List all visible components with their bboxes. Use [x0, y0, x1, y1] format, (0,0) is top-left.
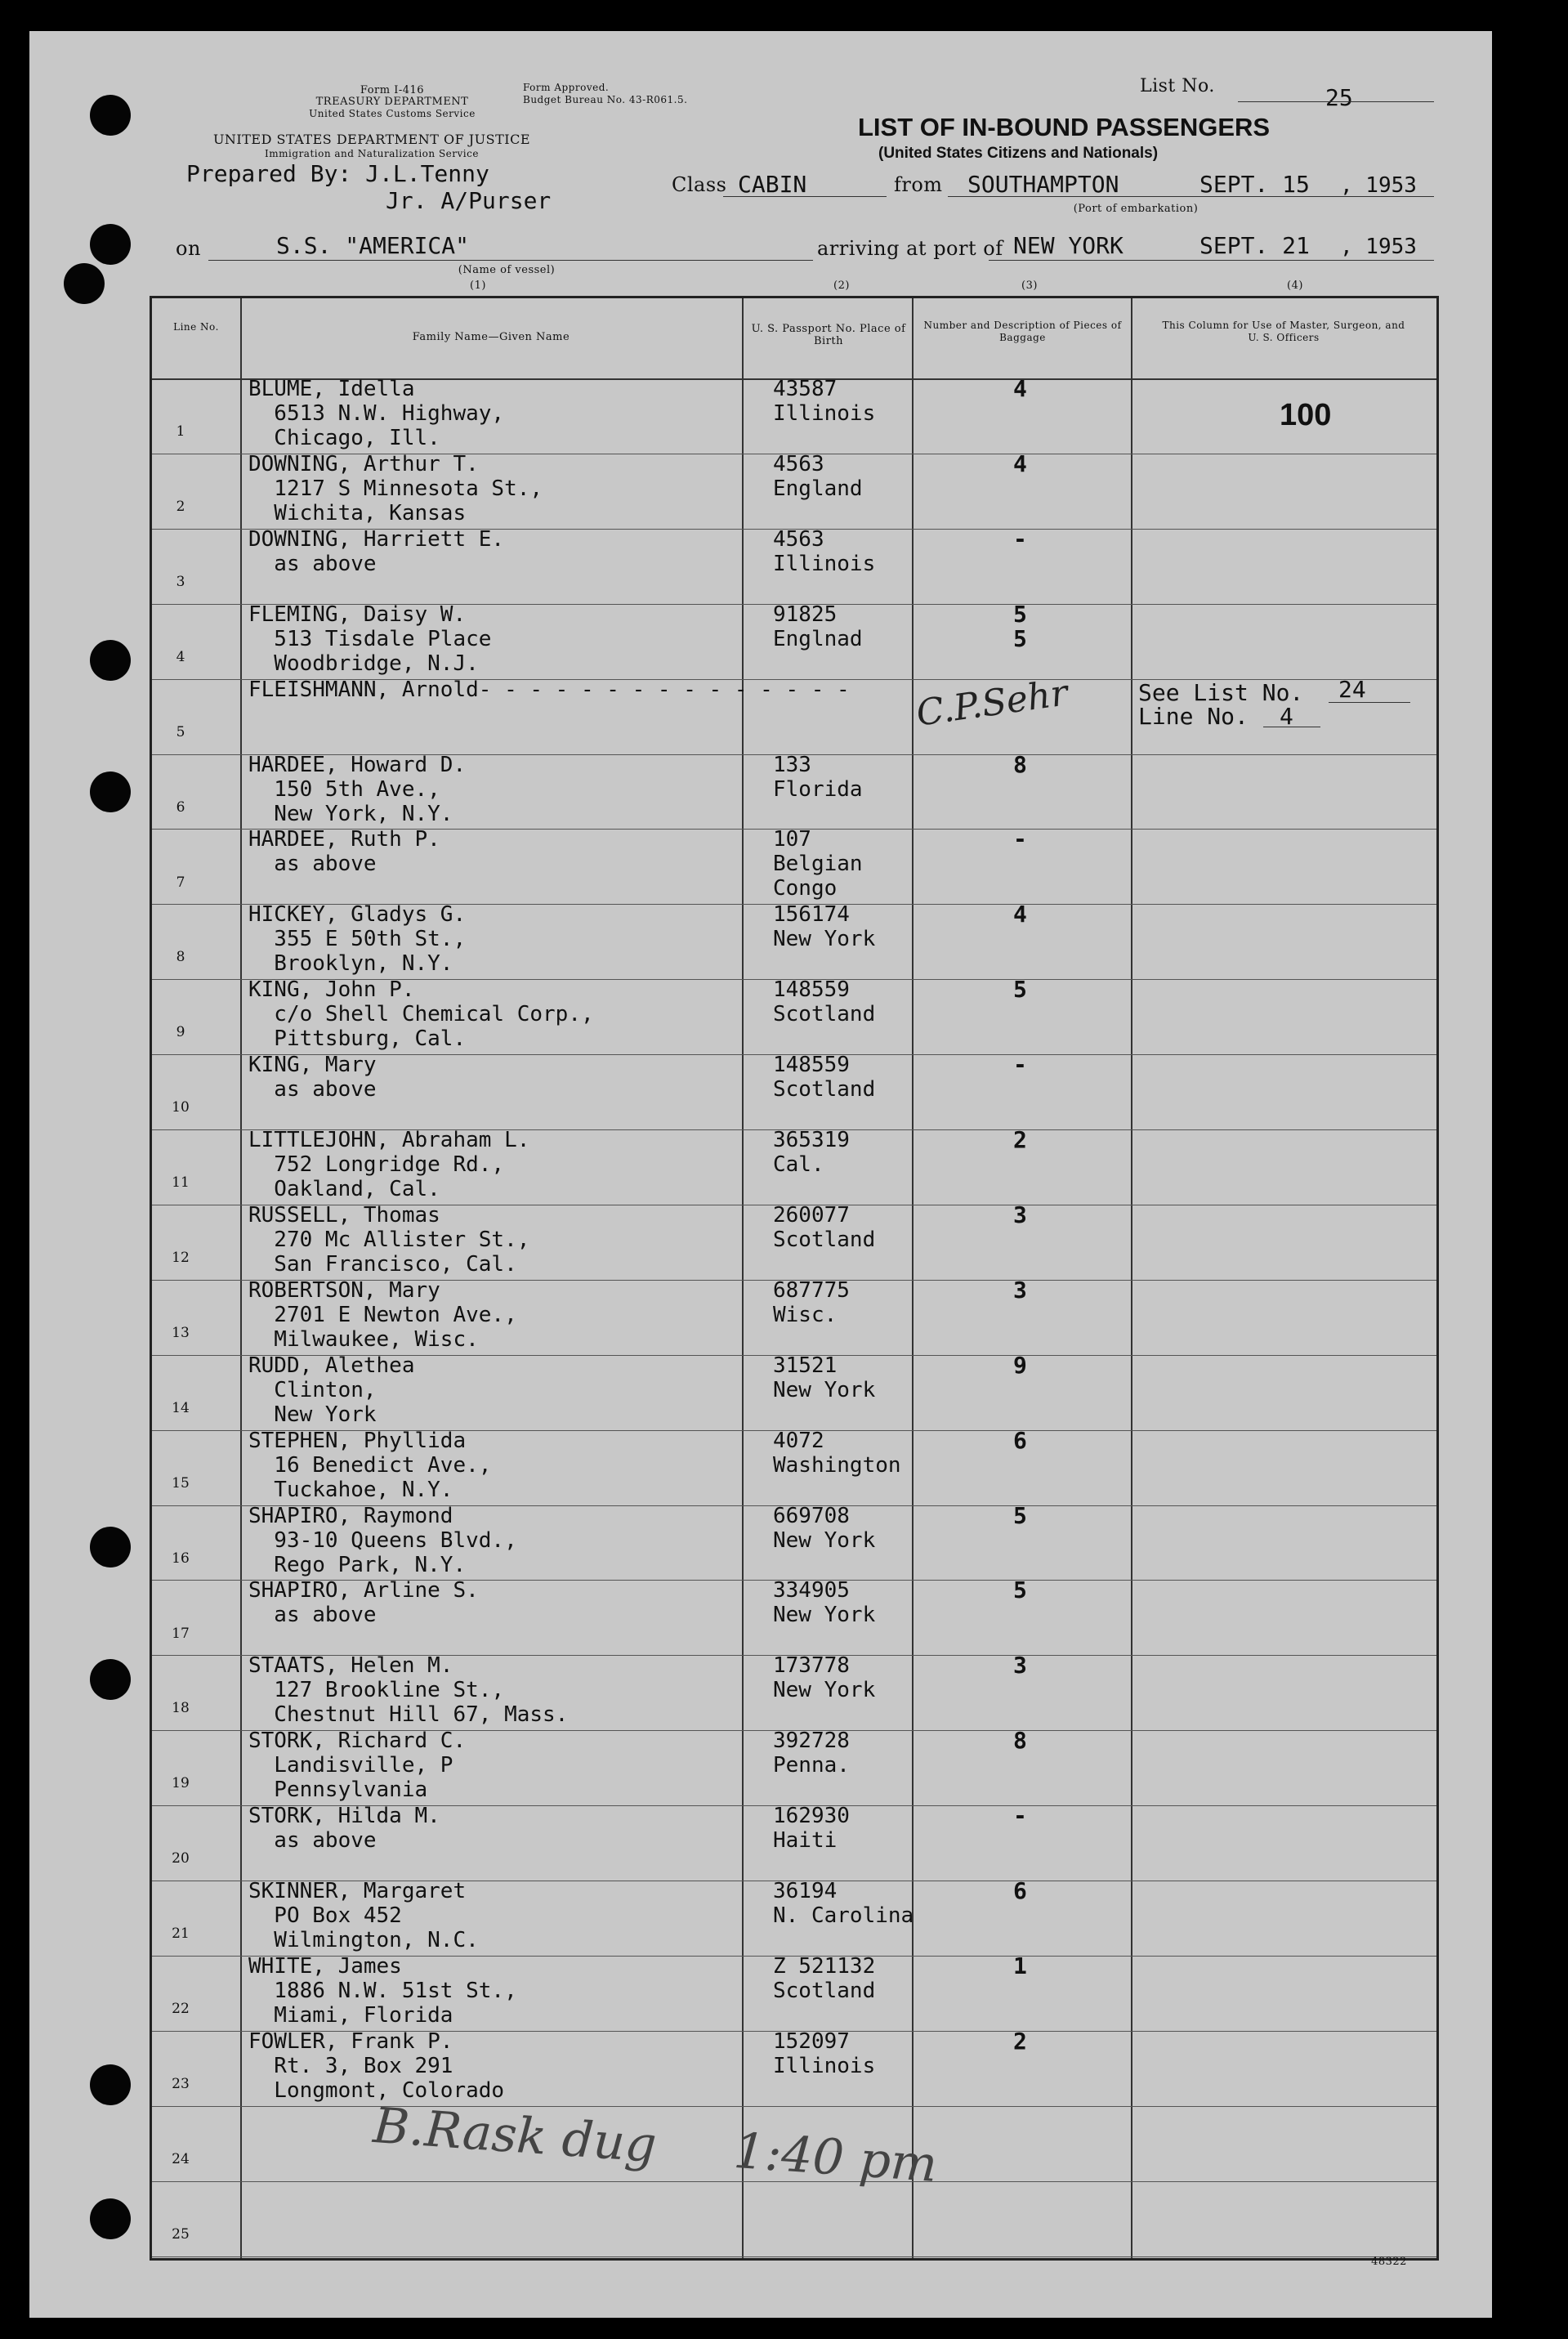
passenger-name-address: FLEMING, Daisy W. 513 Tisdale Place Woodbridge, N.J. — [248, 602, 492, 676]
baggage-count: 6 — [1013, 1426, 1027, 1454]
line-number: 19 — [172, 1775, 190, 1792]
line-number: 4 — [176, 648, 185, 665]
line-number: 3 — [176, 573, 185, 590]
binder-hole — [90, 2064, 131, 2105]
form-subtitle: (United States Citizens and Nationals) — [878, 145, 1159, 162]
baggage-count: 4 — [1013, 901, 1027, 928]
line-number: 6 — [176, 798, 185, 816]
passenger-name-address: LITTLEJOHN, Abraham L. 752 Longridge Rd., Oakland, Cal. — [248, 1128, 530, 1201]
table-row — [152, 750, 1436, 830]
line-number: 1 — [176, 423, 185, 441]
line-number: 13 — [172, 1324, 190, 1341]
prepared-by: Prepared By: J.L.Tenny — [186, 160, 489, 187]
passport-birthplace: 36194 N. Carolina — [773, 1879, 914, 1928]
table-row — [152, 976, 1436, 1054]
passenger-name-address: WHITE, James 1886 N.W. 51st St., Miami, Florida — [248, 1953, 517, 2028]
col-number-4: (4) — [1287, 280, 1303, 292]
passenger-name-address: RUDD, Alethea Clinton, New York — [248, 1353, 415, 1427]
list-number-label: List No. — [1140, 76, 1215, 96]
passenger-name-address: SKINNER, Margaret PO Box 452 Wilmington, N.C. — [248, 1879, 479, 1952]
on-label: on — [176, 237, 201, 260]
baggage-count: 4 — [1013, 449, 1027, 477]
table-row — [152, 901, 1436, 979]
passport-birthplace: 148559 Scotland — [773, 977, 876, 1027]
list-number: 25 — [1325, 84, 1353, 111]
passenger-table — [150, 296, 1439, 2261]
vessel-note: (Name of vessel) — [458, 264, 556, 276]
line-number: 7 — [176, 874, 185, 891]
passenger-name-address: SHAPIRO, Arline S. as above — [248, 1578, 479, 1628]
baggage-count: 5 — [1013, 976, 1027, 1004]
binder-hole — [64, 263, 105, 304]
passport-birthplace: 260077 Scotland — [773, 1202, 876, 1252]
passport-birthplace: 4563 England — [773, 451, 863, 501]
passenger-name-address: FOWLER, Frank P. Rt. 3, Box 291 Longmont, Colorado — [248, 2028, 505, 2103]
footer-number: 48322 — [1371, 2256, 1407, 2268]
line-number: 20 — [172, 1850, 190, 1867]
line-number: 18 — [172, 1700, 190, 1717]
passport-birthplace: 91825 Englnad — [773, 602, 863, 651]
baggage-count: - — [1013, 1802, 1027, 1830]
form-number: Form I-416 — [360, 84, 425, 96]
see-line-label: Line No. — [1138, 703, 1249, 730]
binder-hole — [90, 1659, 131, 1700]
table-row — [152, 1051, 1436, 1129]
passenger-name-address: FLEISHMANN, Arnold- - - - - - - - - - - - - - - — [248, 677, 850, 702]
table-row — [152, 1201, 1436, 1280]
line-number: 21 — [172, 1925, 190, 1943]
line-number: 14 — [172, 1399, 190, 1416]
header-baggage: Number and Description of Pieces of Baggage — [923, 320, 1122, 343]
form-title: LIST OF IN-BOUND PASSENGERS — [858, 113, 1271, 141]
table-row — [152, 525, 1436, 604]
line-number: 24 — [172, 2150, 190, 2167]
line-number: 12 — [172, 1250, 190, 1267]
embark-year: , 1953 — [1340, 173, 1417, 198]
form-approved: Form Approved. — [523, 82, 610, 93]
table-row — [152, 375, 1436, 454]
class-label: Class — [672, 173, 727, 196]
baggage-count: 8 — [1013, 750, 1027, 778]
handwritten-note: B.Rask dug 1:40 pm — [371, 2096, 940, 2194]
col-number-2: (2) — [833, 280, 850, 292]
passenger-name-address: HARDEE, Ruth P. as above — [248, 827, 440, 877]
baggage-count: - — [1013, 825, 1027, 853]
table-row — [152, 1802, 1436, 1881]
line-number: 15 — [172, 1474, 190, 1492]
line-number: 25 — [172, 2225, 190, 2243]
col-number-1: (1) — [470, 280, 486, 292]
line-number: 22 — [172, 2001, 190, 2018]
line-number: 5 — [176, 723, 185, 740]
binder-hole — [90, 95, 131, 136]
baggage-count: 5 — [1013, 1576, 1027, 1604]
passport-birthplace: 392728 Penna. — [773, 1729, 850, 1778]
passport-birthplace: 173778 New York — [773, 1653, 876, 1703]
table-row — [152, 1727, 1436, 1805]
passenger-name-address: HICKEY, Gladys G. 355 E 50th St., Brooklyn, N.Y. — [248, 902, 467, 977]
table-row — [152, 1501, 1436, 1581]
baggage-count: 9 — [1013, 1351, 1027, 1379]
passport-birthplace: 107 Belgian Congo — [773, 827, 863, 901]
port-embark-note: (Port of embarkation) — [1073, 203, 1199, 215]
embark-date: SEPT. 15 — [1199, 171, 1310, 198]
table-row — [152, 2181, 1436, 2256]
justice-label: UNITED STATES DEPARTMENT OF JUSTICE — [212, 132, 531, 147]
purser: Jr. A/Purser — [386, 187, 552, 214]
treasury-label: TREASURY DEPARTMENT — [315, 96, 469, 108]
see-list-label: See List No. — [1138, 679, 1304, 706]
table-row — [152, 1426, 1436, 1505]
passport-birthplace: 162930 Haiti — [773, 1804, 850, 1854]
header-line-no: Line No. — [173, 321, 219, 333]
line-number: 10 — [172, 1099, 190, 1116]
binder-hole — [90, 771, 131, 812]
passenger-name-address: KING, John P. c/o Shell Chemical Corp., Pittsburg, Cal. — [248, 977, 594, 1052]
arrival-year: , 1953 — [1340, 235, 1417, 259]
passenger-name-address: RUSSELL, Thomas 270 Mc Allister St., San Francisco, Cal. — [248, 1202, 530, 1277]
handwritten-signature: C.P.Sehr — [914, 672, 1070, 735]
passport-birthplace: 133 Florida — [773, 752, 863, 802]
passenger-name-address: DOWNING, Arthur T. 1217 S Minnesota St., Wichita, Kansas — [248, 451, 543, 525]
passport-birthplace: 148559 Scotland — [773, 1053, 876, 1102]
baggage-count: 6 — [1013, 1877, 1027, 1904]
header-name: Family Name—Given Name — [412, 331, 570, 343]
passport-birthplace: 43587 Illinois — [773, 377, 876, 426]
table-row — [152, 449, 1436, 529]
customs-label: United States Customs Service — [309, 108, 476, 119]
line-number: 17 — [172, 1625, 190, 1642]
arrival-port: NEW YORK — [1013, 232, 1124, 259]
table-row — [152, 825, 1436, 904]
arrival-date: SEPT. 21 — [1199, 232, 1310, 259]
baggage-count: 3 — [1013, 1276, 1027, 1304]
line-number: 8 — [176, 949, 185, 966]
table-row — [152, 1276, 1436, 1355]
baggage-count: - — [1013, 525, 1027, 552]
baggage-count: 3 — [1013, 1652, 1027, 1679]
binder-hole — [90, 1527, 131, 1568]
vessel-name: S.S. "AMERICA" — [276, 232, 470, 259]
binder-hole — [90, 640, 131, 681]
passenger-name-address: STEPHEN, Phyllida 16 Benedict Ave., Tuckahoe, N.Y. — [248, 1428, 492, 1502]
passenger-name-address: HARDEE, Howard D. 150 5th Ave., New York, N.Y. — [248, 752, 467, 826]
passenger-name-address: BLUME, Idella 6513 N.W. Highway, Chicago, Ill. — [248, 377, 505, 450]
table-row — [152, 1351, 1436, 1430]
passport-birthplace: 4072 Washington — [773, 1428, 901, 1478]
passenger-name-address: DOWNING, Harriett E. as above — [248, 526, 505, 576]
arriving-label: arriving at port of — [817, 237, 1003, 260]
table-row — [152, 1952, 1436, 2031]
baggage-count: 1 — [1013, 1952, 1027, 1979]
line-number: 9 — [176, 1024, 185, 1041]
header-passport: U. S. Passport No. Place of Birth — [751, 323, 906, 347]
passenger-name-address: STORK, Richard C. Landisville, P Pennsylvania — [248, 1729, 467, 1803]
binder-hole — [90, 2198, 131, 2239]
passenger-name-address: SHAPIRO, Raymond 93-10 Queens Blvd., Rego Park, N.Y. — [248, 1503, 517, 1577]
baggage-count: 5 5 — [1013, 600, 1027, 652]
see-list-number: 24 — [1338, 676, 1366, 703]
line-number: 16 — [172, 1550, 190, 1567]
passport-birthplace: 334905 New York — [773, 1578, 876, 1628]
binder-hole — [90, 224, 131, 265]
baggage-count: 4 — [1013, 375, 1027, 402]
table-row — [152, 1652, 1436, 1730]
passport-birthplace: 365319 Cal. — [773, 1128, 850, 1177]
see-line-number: 4 — [1280, 703, 1293, 730]
baggage-count: 5 — [1013, 1501, 1027, 1529]
baggage-count: 2 — [1013, 1126, 1027, 1153]
from-label: from — [894, 173, 943, 196]
line-number: 11 — [172, 1174, 190, 1192]
table-row — [152, 600, 1436, 679]
officer-stamp: 100 — [1280, 398, 1332, 432]
baggage-count: 8 — [1013, 1727, 1027, 1755]
ins-label: Immigration and Naturalization Service — [265, 148, 479, 159]
budget-bureau: Budget Bureau No. 43-R061.5. — [523, 94, 688, 105]
baggage-count: 3 — [1013, 1201, 1027, 1228]
passenger-name-address: STORK, Hilda M. as above — [248, 1804, 440, 1854]
passport-birthplace: 156174 New York — [773, 902, 876, 952]
baggage-count: - — [1013, 1051, 1027, 1079]
passenger-name-address: STAATS, Helen M. 127 Brookline St., Chestnut Hill 67, Mass. — [248, 1653, 569, 1728]
table-row — [152, 1576, 1436, 1655]
line-number: 2 — [176, 499, 185, 516]
col-number-3: (3) — [1021, 280, 1038, 292]
baggage-count: 2 — [1013, 2027, 1027, 2055]
header-officers: This Column for Use of Master, Surgeon, and U. S. Officers — [1162, 320, 1405, 343]
table-row — [152, 2027, 1436, 2106]
passport-birthplace: 152097 Illinois — [773, 2028, 876, 2078]
port-of-embarkation: SOUTHAMPTON — [967, 171, 1119, 198]
passport-birthplace: 669708 New York — [773, 1503, 876, 1553]
passport-birthplace: 687775 Wisc. — [773, 1277, 850, 1327]
table-row — [152, 1126, 1436, 1205]
passenger-name-address: KING, Mary as above — [248, 1053, 377, 1102]
passport-birthplace: Z 521132 Scotland — [773, 1953, 876, 2003]
class-value: CABIN — [738, 171, 807, 198]
passport-birthplace: 4563 Illinois — [773, 526, 876, 576]
passport-birthplace: 31521 New York — [773, 1353, 876, 1402]
table-row — [152, 1877, 1436, 1956]
passenger-name-address: ROBERTSON, Mary 2701 E Newton Ave., Milwaukee, Wisc. — [248, 1277, 517, 1352]
line-number: 23 — [172, 2075, 190, 2092]
